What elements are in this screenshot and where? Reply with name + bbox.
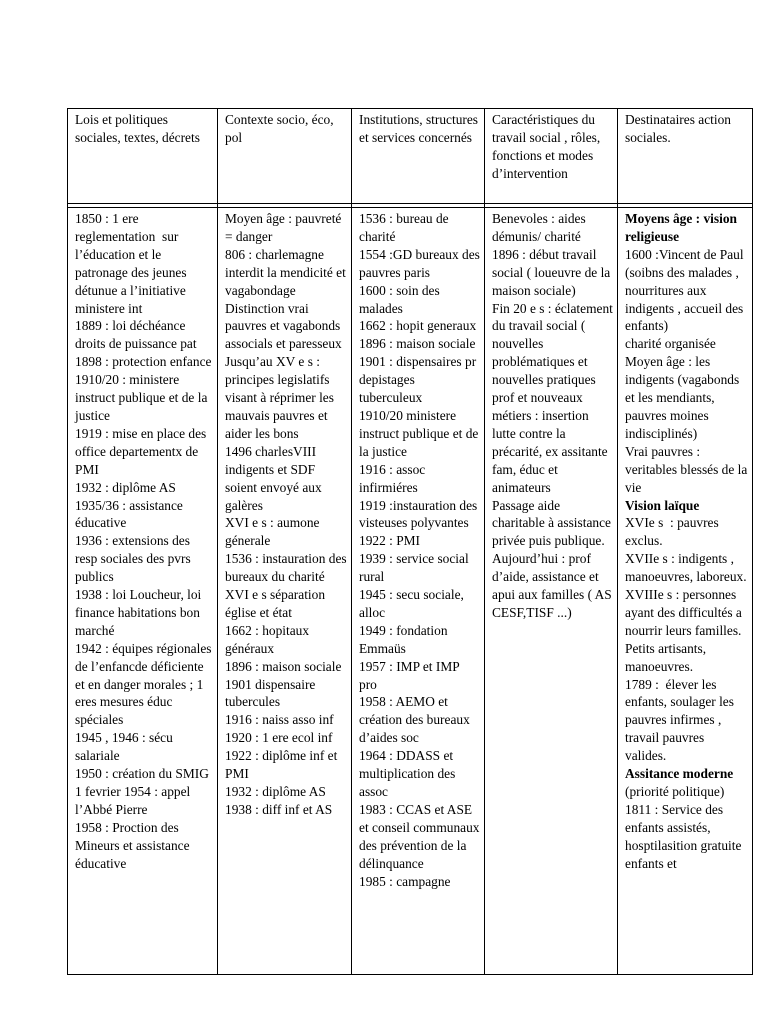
- table-entry: 806 : charlemagne interdit la mendicité et vagabondage: [225, 246, 350, 298]
- table-entry: Distinction vrai pauvres et vagabonds associals et paresseux: [225, 300, 344, 352]
- header-cell-institutions: Institutions, structures et services concernés: [352, 109, 485, 204]
- table-entry: 1850 : 1 ere reglementation sur l’éducation et le patronage des jeunes détunue a l’initiative ministere int: [75, 211, 190, 316]
- table-entry: 1896 : maison sociale: [225, 658, 342, 674]
- table-entry: Vrai pauvres : veritables blessés de la vie: [625, 443, 751, 495]
- table-entry: charité organisée: [625, 336, 716, 352]
- table-entry: Moyen âge : pauvreté = danger: [225, 211, 345, 244]
- table-entry: 1901 : dispensaires pr depistages tuberculeux: [359, 354, 480, 406]
- table-entry: 1600 : soin des malades: [359, 282, 444, 316]
- header-cell-contexte: Contexte socio, éco, pol: [218, 109, 352, 204]
- table-entry: 1957 : IMP et IMP pro: [359, 658, 463, 692]
- table-entry: 1985 : campagne: [359, 873, 451, 889]
- header-cell-lois: Lois et politiques sociales, textes, décrets: [68, 109, 218, 204]
- table-entry: 1939 : service social rural: [359, 551, 473, 585]
- table-entry: Moyens âge : vision religieuse: [625, 211, 741, 244]
- table-entry: 1949 : fondation Emmaüs: [359, 622, 451, 656]
- table-entry: 1950 : création du SMIG: [75, 766, 209, 782]
- table-entry: 1789 : élever les enfants, soulager les pauvres infirmes , travail pauvres valides.: [625, 676, 738, 764]
- table-entry: 1938 : diff inf et AS: [225, 801, 333, 817]
- table-entry: 1910/20 : ministere instruct publique et de la justice: [75, 372, 211, 423]
- content-row: [68, 208, 753, 975]
- header-cell-destinataires: Destinataires action sociales.: [618, 109, 753, 204]
- column-institutions: [352, 208, 485, 975]
- table-entry: Benevoles : aides démunis/ charité: [492, 211, 590, 244]
- table-entry: 1935/36 : assistance éducative: [75, 497, 187, 531]
- table-entry: 1945 : secu sociale, alloc: [359, 587, 468, 620]
- table-entry: 1896 : maison sociale: [359, 336, 476, 352]
- table-entry: 1910/20 ministere instruct publique et de la justice: [359, 407, 482, 459]
- table-entry: 1662 : hopitaux généraux: [225, 622, 313, 656]
- table-entry: 1932 : diplôme AS: [225, 784, 326, 799]
- table-entry: 1945 , 1946 : sécu salariale: [75, 730, 177, 764]
- table-entry: 1662 : hopit generaux: [359, 318, 477, 334]
- table-entry: Aujourd’hui : prof d’aide, assistance et apui aux familles ( AS CESF,TISF ...): [492, 551, 616, 620]
- social-work-table: [67, 108, 753, 975]
- column-caracteristiques: [485, 208, 618, 975]
- table-entry: 1536 : bureau de charité: [359, 211, 452, 244]
- table-entry: 1554 :GD bureaux des pauvres paris: [359, 246, 484, 280]
- table-entry: XVIIe s : indigents , manoeuvres, laboreux.: [625, 551, 747, 585]
- table-entry: 1958 : AEMO et création des bureaux d’aides soc: [359, 694, 474, 746]
- table-entry: 1922 : PMI: [359, 533, 421, 549]
- table-entry: 1916 : assoc infirmiéres: [359, 461, 429, 495]
- table-entry: 1889 : loi déchéance droits de puissance pat: [75, 318, 197, 352]
- table-entry: 1916 : naiss asso inf: [225, 712, 334, 728]
- table-entry: 1932 : diplôme AS: [75, 479, 176, 495]
- table-entry: 1919 : mise en place des office departementx de PMI: [75, 425, 210, 477]
- table-entry: 1896 : début travail social ( loueuvre de la maison sociale): [492, 246, 614, 298]
- table-entry: 1983 : CCAS et ASE et conseil communaux des prévention de la délinquance: [359, 801, 487, 871]
- table-entry: 1958 : Proction des Mineurs et assistance éducative: [75, 819, 193, 871]
- column-lois: [68, 208, 218, 975]
- table-entry: Moyen âge : les indigents (vagabonds et les mendiants, pauvres moines indisciplinés): [625, 354, 743, 441]
- table-entry: Fin 20 e s : éclatement du travail social ( nouvelles problématiques et nouvelles pratiques prof et nouveaux métiers : insertion lutte contre la précarité, ex assitante fam, éduc et animateurs: [492, 300, 617, 495]
- table-entry: 1600 :Vincent de Paul (soibns des malades , nourritures aux indigents , accueil des enfants): [625, 246, 747, 334]
- table-entry: 1919 :instauration des visteuses polyvantes: [359, 497, 481, 531]
- table-entry: XVIIIe s : personnes ayant des difficultés a nourrir leurs familles. Petits artisants, manoeuvres.: [625, 587, 746, 674]
- table-entry: 1901 dispensaire tubercules: [225, 676, 319, 710]
- table-entry: 1942 : équipes régionales de l’enfancde déficiente et en danger morales ; 1 eres mesures éduc spéciales: [75, 640, 215, 728]
- column-destinataires: [618, 208, 753, 975]
- table-entry: 1 fevrier 1954 : appel l’Abbé Pierre: [75, 784, 194, 817]
- table-entry: Jusqu’au XV e s : principes legislatifs visant à réprimer les mauvais pauvres et aider les bons: [225, 354, 338, 441]
- table-entry: 1811 : Service des enfants assistés, hosptilasition gratuite enfants et: [625, 801, 745, 871]
- table-entry: XVI e s : aumone génerale: [225, 515, 323, 549]
- table-entry: XVI e s séparation église et état: [225, 587, 329, 620]
- table-entry: 1922 : diplôme inf et PMI: [225, 748, 341, 782]
- header-row: [68, 109, 753, 204]
- table-entry: 1920 : 1 ere ecol inf: [225, 730, 333, 746]
- table-entry: 1898 : protection enfance: [75, 354, 212, 370]
- column-contexte: [218, 208, 352, 975]
- table-entry: 1536 : instauration des bureaux du charité: [225, 551, 350, 585]
- table-entry: Passage aide charitable à assistance privée puis publique.: [492, 497, 615, 549]
- table-entry: 1938 : loi Loucheur, loi finance habitations bon marché: [75, 587, 205, 638]
- table-entry: 1936 : extensions des resp sociales des pvrs publics: [75, 533, 195, 585]
- table-entry: (priorité politique): [625, 784, 725, 799]
- table-entry: XVIe s : pauvres exclus.: [625, 515, 723, 549]
- table-entry: 1496 charlesVIII indigents et SDF soient envoyé aux galères: [225, 443, 326, 513]
- table-entry: Vision laïque: [625, 497, 700, 513]
- header-cell-caracteristiques: Caractéristiques du travail social , rôles, fonctions et modes d’intervention: [485, 109, 618, 204]
- table-entry: 1964 : DDASS et multiplication des assoc: [359, 748, 459, 799]
- table-entry: Assitance moderne: [625, 766, 734, 782]
